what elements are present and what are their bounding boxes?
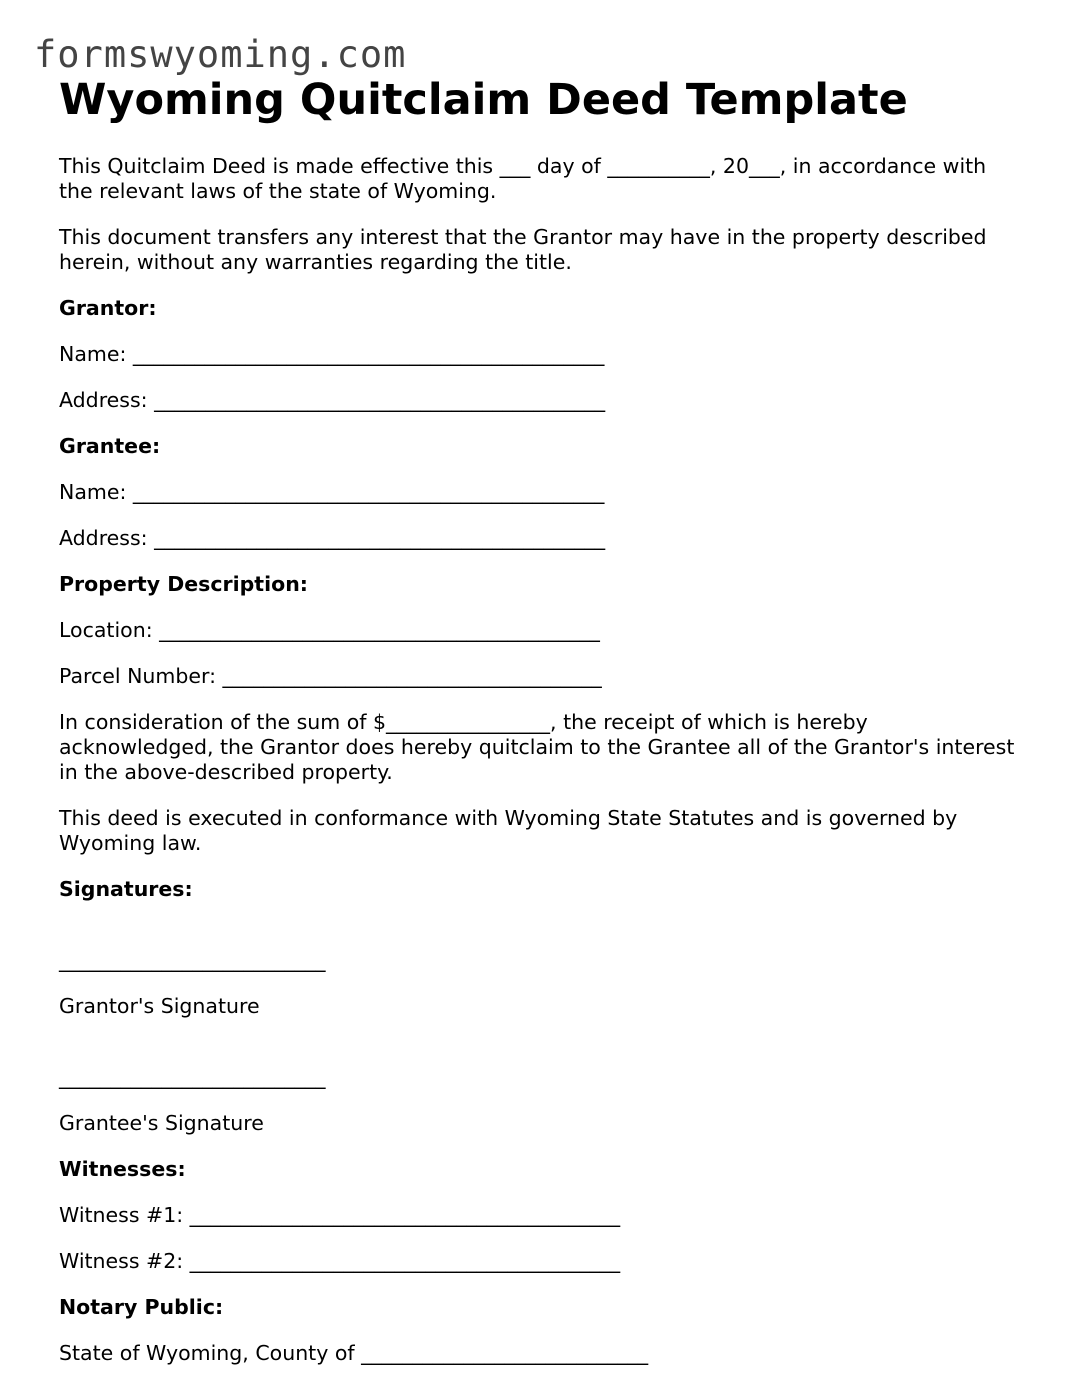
grantor-signature-line: __________________________: [59, 948, 326, 972]
intro-paragraph: This Quitclaim Deed is made effective this ___ day of __________, 20___, in accordance with the relevant laws of the state of Wyoming.: [59, 154, 987, 203]
grantee-heading: Grantee:: [59, 434, 161, 458]
transfer-paragraph: This document transfers any interest that the Grantor may have in the property described herein, without any warranties regarding the title.: [59, 225, 987, 274]
witness-1-field: Witness #1: __________________________________________: [59, 1203, 621, 1227]
notary-county-field: State of Wyoming, County of ____________________________: [59, 1341, 649, 1365]
grantor-heading: Grantor:: [59, 296, 157, 320]
notary-heading: Notary Public:: [59, 1295, 224, 1319]
witnesses-heading: Witnesses:: [59, 1157, 186, 1181]
property-parcel-field: Parcel Number: _____________________________________: [59, 664, 602, 688]
grantor-signature-label: Grantor's Signature: [59, 994, 260, 1018]
grantor-address-field: Address: ____________________________________________: [59, 388, 606, 412]
witness-2-field: Witness #2: __________________________________________: [59, 1249, 621, 1273]
signatures-heading: Signatures:: [59, 877, 193, 901]
property-location-field: Location: ___________________________________________: [59, 618, 600, 642]
consideration-paragraph: In consideration of the sum of $________________, the receipt of which is hereby acknowledged, the Grantor does hereby quitclaim to the Grantee all of the Grantor's interest in the above-described property.: [59, 710, 1015, 784]
grantee-signature-label: Grantee's Signature: [59, 1111, 264, 1135]
property-heading: Property Description:: [59, 572, 308, 596]
grantee-address-field: Address: ____________________________________________: [59, 526, 606, 550]
grantee-name-field: Name: ______________________________________________: [59, 480, 605, 504]
document-title: Wyoming Quitclaim Deed Template: [59, 75, 908, 125]
deed-body: [59, 154, 1019, 1387]
grantor-name-field: Name: ______________________________________________: [59, 342, 605, 366]
grantee-signature-line: __________________________: [59, 1065, 326, 1089]
conformance-paragraph: This deed is executed in conformance with Wyoming State Statutes and is governed by Wyoming law.: [59, 806, 958, 855]
site-watermark: formswyoming.com: [34, 33, 407, 76]
